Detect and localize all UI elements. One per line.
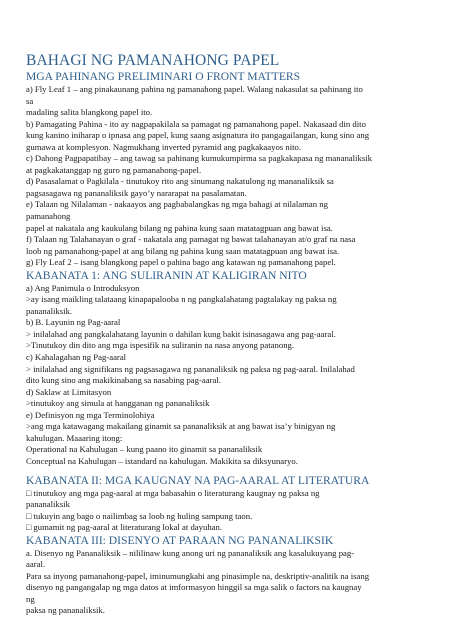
body-text-line: gumawa at komplesyon. Nagmukhang inverted pyramid ang pagkakaayos nito. xyxy=(26,141,302,152)
body-text-line: a) Ang Panimula o Introduksyon xyxy=(26,282,140,293)
body-text-line: f) Talaan ng Talahanayan o graf - nakatala ang pamagat ng bawat talahanayan at/o graf na nasa xyxy=(26,234,356,245)
body-text-line: e) Talaan ng Nilalaman - nakaayos ang pagbabalangkas ng mga bahagi at nilalaman ng xyxy=(26,199,328,210)
body-text-line: papel at nakatala ang kaukulang bilang ng pahina kung saan matatagpuan ang bawat isa. xyxy=(26,222,333,233)
body-text-line: >Tinutukoy din dito ang mga ispesifik na suliranin na nasa anyong patanong. xyxy=(26,340,295,351)
body-text-line: ng xyxy=(26,593,35,604)
body-text-line: Operational na Kahulugan – kung paano ito ginamit sa pananaliksik xyxy=(26,444,263,455)
body-text-line: loob ng pamanahong-papel at ang bilang ng pahina kung saan matatagpuan ang bawat isa. xyxy=(26,245,340,256)
body-text-line: Para sa inyong pamanahong-papel, iminumungkahi ang pinasimple na, deskriptiv-analitik na isang xyxy=(26,570,370,581)
section-heading: KABANATA 1: ANG SULIRANIN AT KALIGIRAN NITO xyxy=(26,268,307,282)
body-text-line: dito kung sino ang makikinabang sa nasabing pag-aaral. xyxy=(26,375,221,386)
body-text-line: pagsasagawa ng pananaliksik gayo’y nararapat na pasalamatan. xyxy=(26,187,247,198)
document-body xyxy=(26,70,456,617)
body-text-line: kung kanino iniharap o ipnasa ang papel, kung saang asignatura ito pangagailangan, kung sino ang xyxy=(26,130,370,141)
body-text-line: Conceptual na Kahulugan – istandard na kahulugan. Makikita sa diksyunaryo. xyxy=(26,455,298,466)
body-text-line: > inilalahad ang pangkalahatang layunin o dahilan kung bakit isinasagawa ang pag-aaral. xyxy=(26,328,336,339)
body-text-line: aaral. xyxy=(26,559,46,570)
body-text-line: a. Disenyo ng Pananaliksik – nililinaw kung anong uri ng pananaliksik ang kasalukuyang pag- xyxy=(26,547,355,558)
section-heading: KABANATA III: DISENYO AT PARAAN NG PANANALIKSIK xyxy=(26,533,334,547)
body-text-line: □ gumamit ng pag-aaral at literaturang lokal at dayuhan. xyxy=(26,522,223,533)
body-text-line: e) Definisyon ng mga Terminolohiya xyxy=(26,409,155,420)
body-text-line: >ay isang maikling talataang kinapapalooba n ng pangkalahatang pagtalakay ng paksa ng xyxy=(26,294,337,305)
body-text-line: pananaliksik. xyxy=(26,305,73,316)
body-text-line: d) Pasasalamat o Pagkilala - tinutukoy rito ang sinumang nakatulong ng mananaliksik sa xyxy=(26,176,334,187)
body-text-line: b) B. Layunin ng Pag-aaral xyxy=(26,317,121,328)
body-text-line: □ tinutukoy ang mga pag-aaral at mga babasahin o literaturang kaugnay ng paksa ng xyxy=(26,487,320,498)
body-text-line: >tinutukoy ang simula at hangganan ng pananaliksik xyxy=(26,398,210,409)
body-text-line: c) Dahong Pagpapatibay – ang tawag sa pahinang kumukumpirma sa pagkakapasa ng mananaliksik xyxy=(26,153,372,164)
body-text-line: >ang mga katawagang makailang ginamit sa pananaliksik at ang bawat isa’y binigyan ng xyxy=(26,421,336,432)
body-text-line: disenyo ng pangangalap ng mga datos at imformasyon hinggil sa mga salik o factors na kaugnay xyxy=(26,582,362,593)
document-title: BAHAGI NG PAMANAHONG PAPEL xyxy=(26,52,280,69)
body-text-line: b) Pamagating Pahina - ito ay nagpapakilala sa pamagat ng pamanahong papel. Nakasaad din dito xyxy=(26,118,366,129)
body-text-line: g) Fly Leaf 2 – isang blangkong papel o pahina bago ang katawan ng pamanahong papel. xyxy=(26,257,336,268)
section-heading: MGA PAHINANG PRELIMINARI O FRONT MATTERS xyxy=(26,70,301,83)
body-text-line: at pagkakatanggap ng guro ng pamanahong-papel. xyxy=(26,164,202,175)
body-text-line: a) Fly Leaf 1 – ang pinakaunang pahina ng pamanahong papel. Walang nakasulat sa pahinang ito xyxy=(26,84,363,94)
body-text-line: > inilalahad ang signifikans ng pagsasagawa ng pananaliksik ng paksa ng pag-aaral. Inilalahad xyxy=(26,363,355,374)
body-text-line: c) Kahalagahan ng Pag-aaral xyxy=(26,352,127,363)
body-text-line: kahulugan. Maaaring itong: xyxy=(26,432,123,443)
body-text-line: paksa ng pananaliksik. xyxy=(26,605,105,616)
body-text-line: pamanahong xyxy=(26,211,71,222)
section-heading: KABANATA II: MGA KAUGNAY NA PAG-AARAL AT LITERATURA xyxy=(26,473,370,487)
body-text-line: □ tukuyin ang bago o nailimbag sa loob ng huling sampung taon. xyxy=(26,510,253,521)
body-text-line: pananaliksik xyxy=(26,499,70,510)
body-text-line: d) Saklaw at Limitasyon xyxy=(26,386,112,397)
body-text-line: sa xyxy=(26,95,34,106)
body-text-line: madaling salita blangkong papel ito. xyxy=(26,107,153,118)
